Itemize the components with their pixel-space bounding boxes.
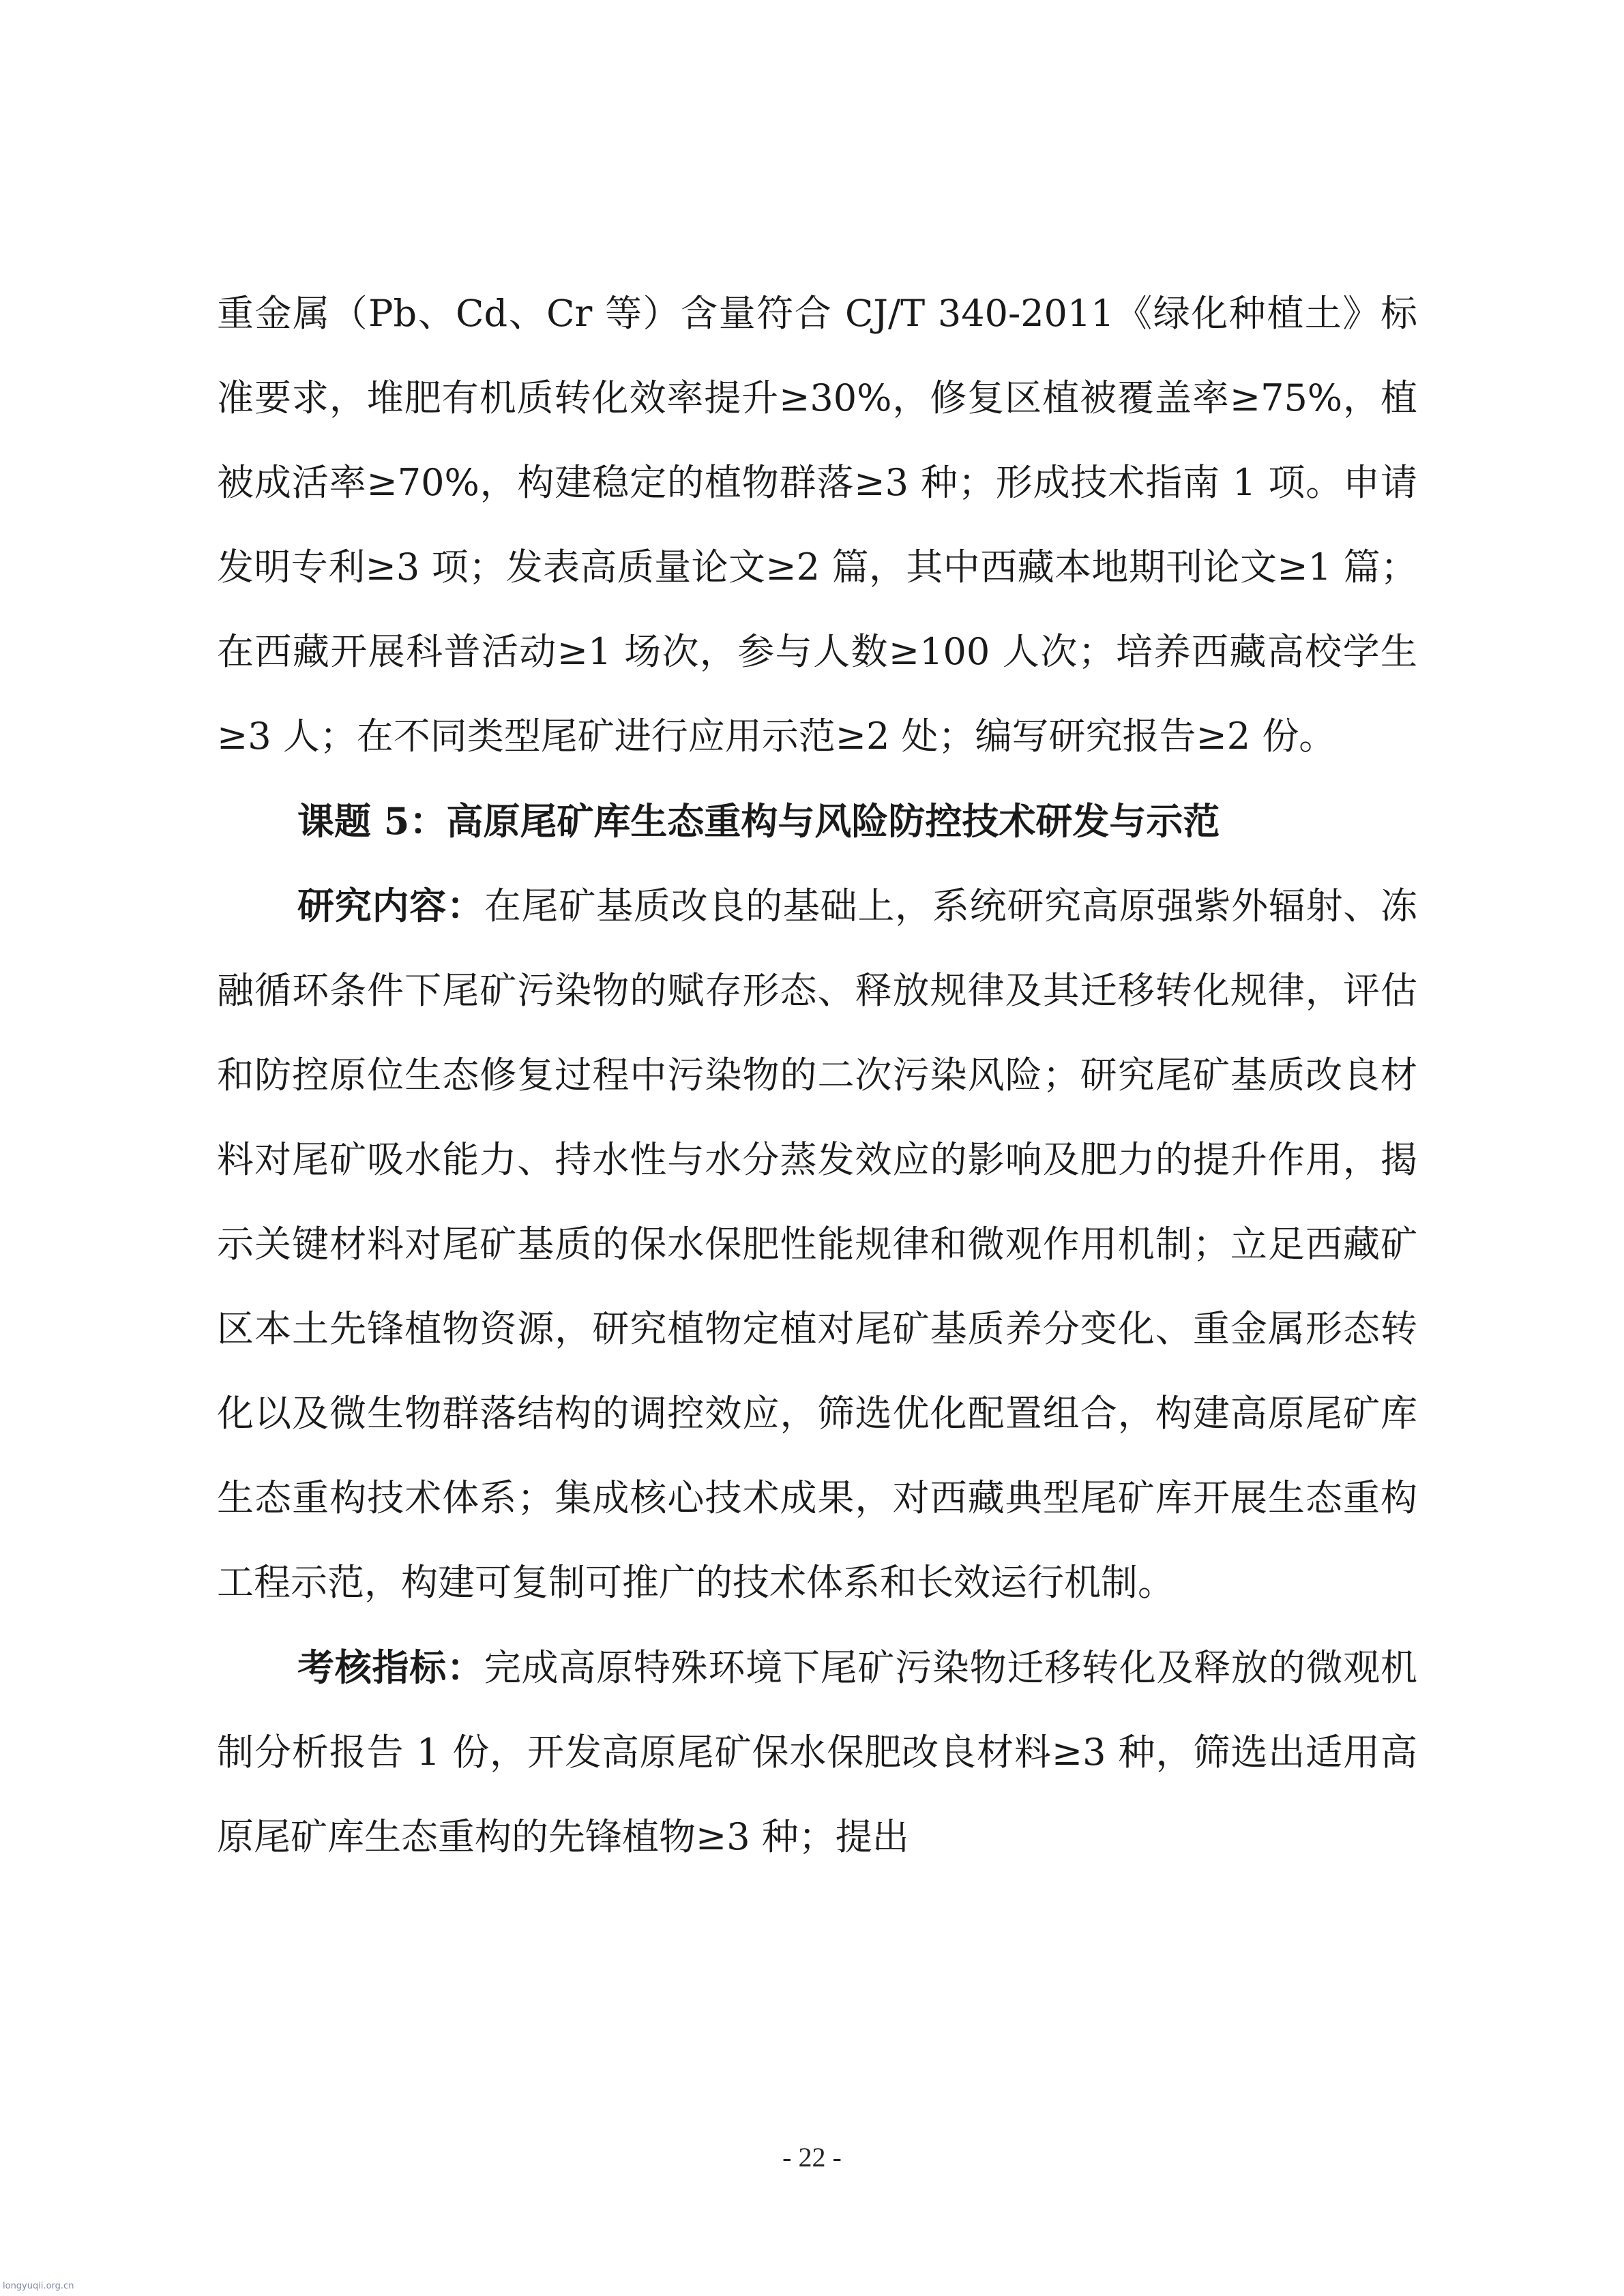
research-content-text: 在尾矿基质改良的基础上，系统研究高原强紫外辐射、冻融循环条件下尾矿污染物的赋存形态、释放规律及其迁移转化规律，评估和防控原位生态修复过程中污染物的二次污染风险；研究尾矿基质改良材料对尾矿吸水能力、持水性与水分蒸发效应的影响及肥力的提升作用，揭示关键材料对尾矿基质的保水保肥性能规律和微观作用机制；立足西藏矿区本土先锋植物资源，研究植物定植对尾矿基质养分变化、重金属形态转化以及微生物群落结构的调控效应，筛选优化配置组合，构建高原尾矿库生态重构技术体系；集成核心技术成果，对西藏典型尾矿库开展生态重构工程示范，构建可复制可推广的技术体系和长效运行机制。 [217,884,1418,1604]
site-watermark: longyuqii.org.cn [3,2281,74,2291]
research-content-paragraph [217,863,1417,1625]
assessment-label: 考核指标： [297,1645,484,1689]
assessment-paragraph [217,1625,1417,1879]
assessment-text: 完成高原特殊环境下尾矿污染物迁移转化及释放的微观机制分析报告 1 份，开发高原尾矿保水保肥改良材料≥3 种，筛选出适用高原尾矿库生态重构的先锋植物≥3 种；提出 [217,1646,1418,1858]
body-text [217,271,1417,1879]
research-content-label: 研究内容： [297,884,484,927]
continuation-paragraph: 重金属（Pb、Cd、Cr 等）含量符合 CJ/T 340-2011《绿化种植土》标准要求，堆肥有机质转化效率提升≥30%，修复区植被覆盖率≥75%，植被成活率≥70%，构建稳定的植物群落≥3 种；形成技术指南 1 项。申请发明专利≥3 项；发表高质量论文≥2 篇，其中西藏本地期刊论文≥1 篇；在西藏开展科普活动≥1 场次，参与人数≥100 人次；培养西藏高校学生≥3 人；在不同类型尾矿进行应用示范≥2 处；编写研究报告≥2 份。 [217,292,1417,758]
topic-heading: 课题 5：高原尾矿库生态重构与风险防控技术研发与示范 [297,799,1220,843]
page-number: - 22 - [782,2142,842,2173]
